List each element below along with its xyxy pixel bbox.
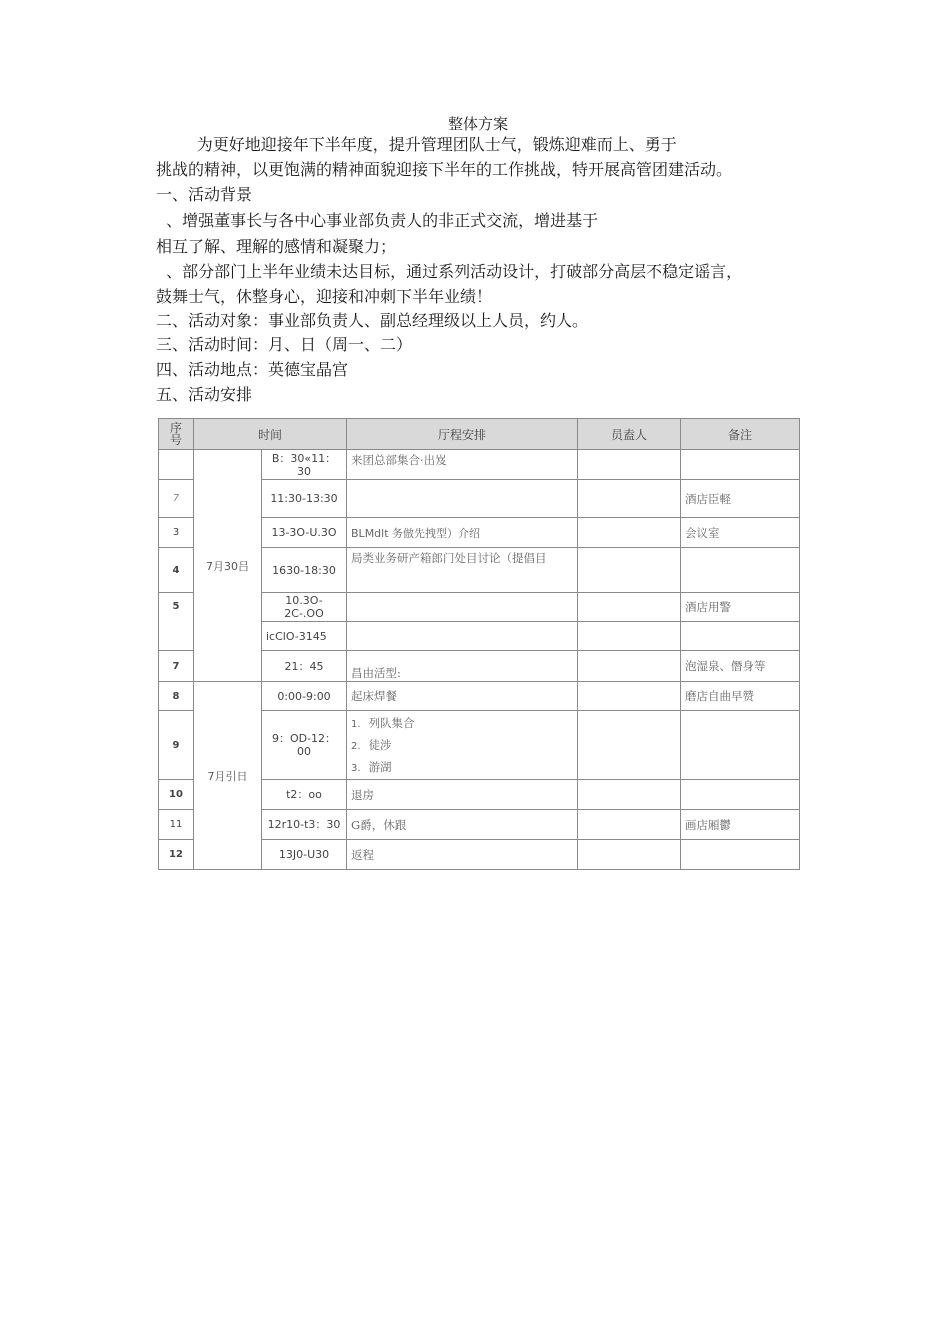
row-activity: BLMdlt 务倣先拽型）介绍 <box>347 518 578 548</box>
row-number: 3 <box>159 518 194 548</box>
row-note <box>681 548 800 593</box>
list-item: 1. 列队集合 <box>351 716 415 730</box>
background-item-1-line-2: 相互了解、理解的感情和凝聚力； <box>156 237 397 256</box>
row-time: 21：45 <box>262 651 347 682</box>
row-note <box>681 780 800 810</box>
row-activity: 起床焊餐 <box>347 682 578 711</box>
header-time: 时间 <box>194 419 347 450</box>
row-note: 磨店自曲早赞 <box>681 682 800 711</box>
row-activity-list <box>347 711 578 780</box>
intro-paragraph-line-2: 挑战的精神，以更饱满的精神面貌迎接下半年的工作挑战，特开展高管团建活动。 <box>156 160 733 179</box>
row-note <box>681 622 800 651</box>
header-note: 备注 <box>681 419 800 450</box>
row-activity <box>347 593 578 622</box>
table-row <box>159 682 800 711</box>
row-time: 11:30-13:30 <box>262 480 347 518</box>
row-number: 8 <box>159 682 194 711</box>
row-activity: G爵，休跟 <box>347 810 578 840</box>
row-note: 酒店用警 <box>681 593 800 622</box>
row-note: 画店厢鬱 <box>681 810 800 840</box>
row-time: 13J0-U30 <box>262 840 347 870</box>
row-number: 4 <box>159 548 194 593</box>
row-owner <box>578 711 681 780</box>
background-item-1-line-1: 、增强董事长与各中心事业部负责人的非正式交流，增进基于 <box>156 211 599 230</box>
section-audience: 二、活动对象：事业部负责人、副总经理级以上人员，约人。 <box>156 311 589 330</box>
background-item-2-line-2: 鼓舞士气，休整身心，迎接和冲刺下半年业绩！ <box>156 287 493 306</box>
row-time: 12r10-t3：30 <box>262 810 347 840</box>
schedule-table <box>158 418 800 870</box>
row-activity <box>347 622 578 651</box>
row-owner <box>578 840 681 870</box>
row-number: 7 <box>159 651 194 682</box>
row-activity: 昌由活型: <box>347 651 578 682</box>
row-time: B：30«11： 30 <box>262 450 347 480</box>
row-activity: 退房 <box>347 780 578 810</box>
section-heading-schedule: 五、活动安排 <box>156 385 253 404</box>
header-owner: 员盍人 <box>578 419 681 450</box>
row-activity: 来团总部集合·出岌 <box>347 450 578 480</box>
row-owner <box>578 682 681 711</box>
row-activity <box>347 480 578 518</box>
row-owner <box>578 480 681 518</box>
row-number: 7 <box>159 480 194 518</box>
row-number: 10 <box>159 780 194 810</box>
row-time: 13-3O-U.3O <box>262 518 347 548</box>
row-activity: 局类业务研产箱郎门处目讨论（提倡目 <box>347 548 578 593</box>
row-note: 会议室 <box>681 518 800 548</box>
row-time: t2：oo <box>262 780 347 810</box>
row-time: 9：OD-12： 00 <box>262 711 347 780</box>
row-owner <box>578 780 681 810</box>
row-owner <box>578 622 681 651</box>
section-time: 三、活动时间：月、日（周一、二） <box>156 335 413 354</box>
row-note <box>681 711 800 780</box>
row-note: 酒店臣軽 <box>681 480 800 518</box>
list-item: 2. 徒涉 <box>351 738 392 752</box>
row-note <box>681 450 800 480</box>
row-owner <box>578 593 681 622</box>
header-schedule: 厅程安排 <box>347 419 578 450</box>
row-owner <box>578 548 681 593</box>
row-owner <box>578 450 681 480</box>
row-number: 9 <box>159 711 194 780</box>
row-time: 1630-18:30 <box>262 548 347 593</box>
section-location: 四、活动地点：英德宝晶宫 <box>156 360 349 379</box>
row-number: 5 <box>159 593 194 651</box>
row-note: 泡湿泉、僭身等 <box>681 651 800 682</box>
header-seq: 序 号 <box>159 419 194 450</box>
list-item: 3. 游湖 <box>351 760 392 774</box>
day-1-date: 7月30吕 <box>194 450 262 682</box>
background-item-2-line-1: 、部分部门上半年业绩未达目标，通过系列活动设计，打破部分高层不稳定谣言， <box>156 262 743 281</box>
row-number: 12 <box>159 840 194 870</box>
table-row <box>159 450 800 480</box>
row-owner <box>578 810 681 840</box>
row-owner <box>578 518 681 548</box>
row-time: 10.3O- 2C-.OO <box>262 593 347 622</box>
document-title: 整体方案 <box>447 115 508 133</box>
row-number: 11 <box>159 810 194 840</box>
row-time: 0:00-9:00 <box>262 682 347 711</box>
section-heading-background: 一、活动背景 <box>156 185 253 204</box>
row-activity: 返程 <box>347 840 578 870</box>
row-owner <box>578 651 681 682</box>
intro-paragraph-line-1: 为更好地迎接年下半年度，提升管理团队士气，锻炼迎难而上、勇于 <box>156 135 677 154</box>
row-time: icClO-3145 <box>262 622 347 651</box>
day-2-date: 7月引日 <box>194 682 262 870</box>
row-note <box>681 840 800 870</box>
table-header-row <box>159 419 800 450</box>
row-number <box>159 450 194 480</box>
